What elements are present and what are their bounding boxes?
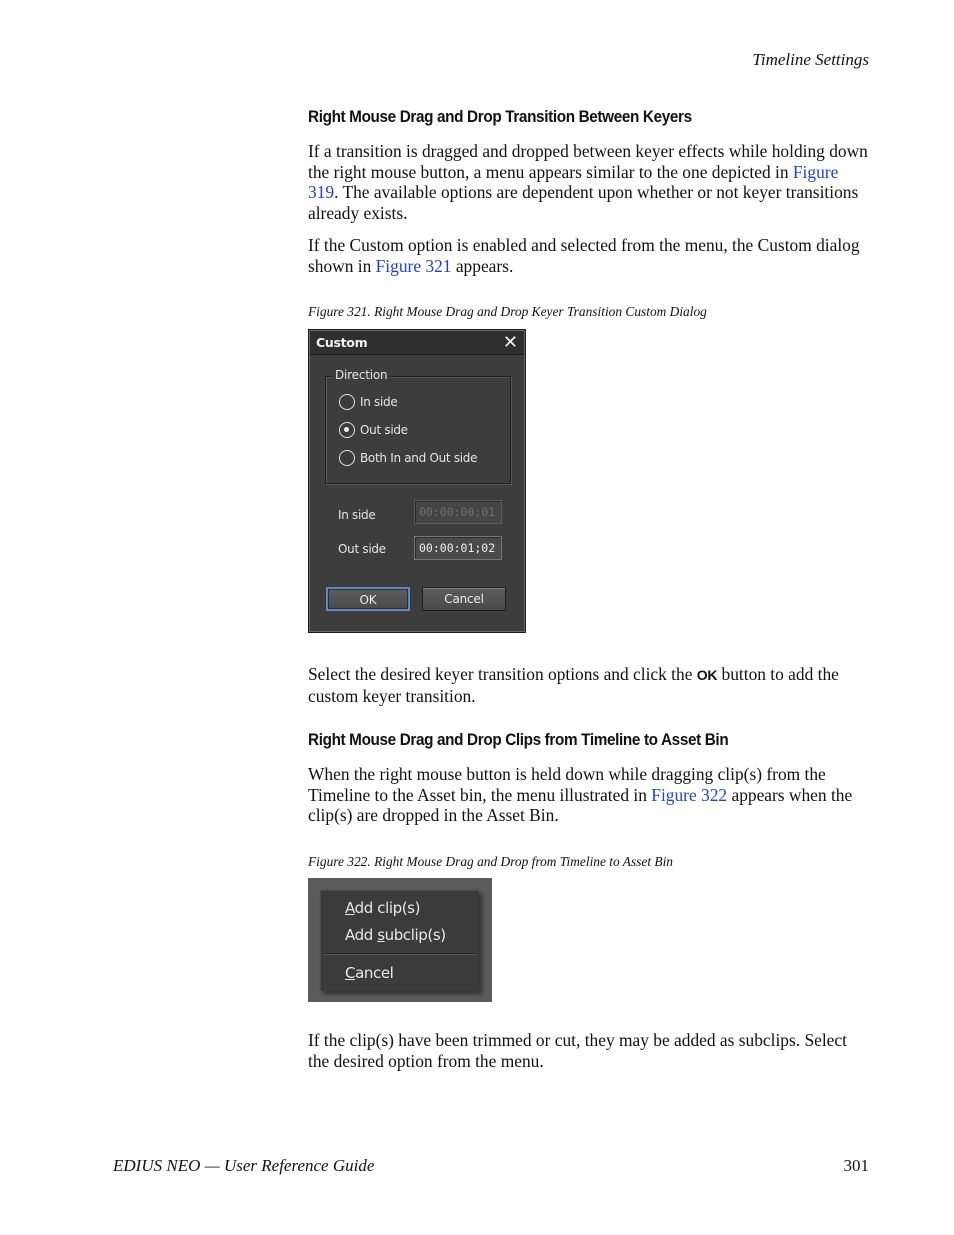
paragraph-asset-bin-intro bbox=[308, 764, 870, 826]
text: appears when the clip(s) are dropped in the Asset Bin. bbox=[308, 784, 853, 826]
menu-item-cancel[interactable] bbox=[345, 964, 393, 982]
menu-item-text: Add bbox=[345, 926, 378, 944]
text: If a transition is dragged and dropped between keyer effects while holding down the right mouse button, a menu appears similar to the one depicted in bbox=[308, 141, 868, 182]
radio-label: In side bbox=[360, 395, 398, 409]
section-heading-keyers: Right Mouse Drag and Drop Transition Between Keyers bbox=[308, 107, 692, 126]
radio-label: Out side bbox=[360, 423, 408, 437]
radio-button-selected-icon bbox=[339, 422, 355, 438]
text: button to add the custom keyer transition. bbox=[308, 664, 839, 706]
text: . The available options are dependent upon whether or not keyer transitions already exists. bbox=[308, 182, 859, 223]
accelerator-key: s bbox=[377, 926, 385, 944]
radio-both-sides[interactable] bbox=[339, 449, 477, 467]
accelerator-key: C bbox=[345, 964, 356, 982]
menu-item-add-clips[interactable] bbox=[345, 899, 420, 917]
accelerator-key: A bbox=[345, 899, 355, 917]
figure-321-caption: Figure 321. Right Mouse Drag and Drop Keyer Transition Custom Dialog bbox=[308, 304, 707, 319]
menu-item-text: dd clip(s) bbox=[354, 899, 421, 917]
menu-item-text: ubclip(s) bbox=[384, 926, 446, 944]
ok-button[interactable]: OK bbox=[326, 587, 410, 611]
text: Select the desired keyer transition options and click the bbox=[308, 664, 697, 684]
section-heading-asset-bin: Right Mouse Drag and Drop Clips from Timeline to Asset Bin bbox=[308, 730, 729, 749]
text: appears. bbox=[451, 255, 514, 276]
in-side-label: In side bbox=[338, 508, 376, 522]
radio-label: Both In and Out side bbox=[360, 451, 478, 465]
text: When the right mouse button is held down while dragging clip(s) from the Timeline to the Asset bin, the menu illustrated in bbox=[308, 764, 826, 805]
footer-guide-title: EDIUS NEO — User Reference Guide bbox=[113, 1156, 375, 1175]
text: If the Custom option is enabled and selected from the menu, the Custom dialog shown in bbox=[308, 235, 860, 276]
paragraph-custom-option bbox=[308, 235, 870, 276]
radio-in-side[interactable] bbox=[339, 393, 397, 411]
radio-button-icon bbox=[339, 450, 355, 466]
direction-group bbox=[325, 368, 511, 484]
direction-group-label: Direction bbox=[332, 368, 390, 382]
context-menu bbox=[320, 890, 479, 991]
menu-item-add-subclips[interactable] bbox=[345, 926, 446, 944]
figure-322-link[interactable]: Figure 322 bbox=[651, 784, 728, 805]
paragraph-keyers-intro bbox=[308, 141, 870, 223]
page-number: 301 bbox=[843, 1156, 869, 1175]
menu-separator bbox=[324, 953, 476, 955]
ok-keyword: OK bbox=[696, 667, 718, 683]
menu-item-text: ancel bbox=[355, 964, 394, 982]
close-icon[interactable]: ✕ bbox=[502, 332, 518, 353]
radio-button-icon bbox=[339, 394, 355, 410]
out-side-timecode-field[interactable]: 00:00:01;02 bbox=[414, 536, 502, 560]
figure-319-link[interactable]: Figure 319 bbox=[308, 161, 839, 203]
dialog-title-bar bbox=[310, 331, 524, 355]
radio-out-side[interactable] bbox=[339, 421, 408, 439]
running-head: Timeline Settings bbox=[752, 50, 869, 69]
paragraph-select-options bbox=[308, 664, 870, 706]
cancel-button[interactable]: Cancel bbox=[422, 587, 506, 611]
context-menu-screenshot bbox=[308, 878, 492, 1002]
paragraph-subclips: If the clip(s) have been trimmed or cut, they may be added as subclips. Select the desired option from the menu. bbox=[308, 1030, 847, 1071]
out-side-label: Out side bbox=[338, 542, 386, 556]
figure-322-caption: Figure 322. Right Mouse Drag and Drop from Timeline to Asset Bin bbox=[308, 854, 674, 869]
dialog-title: Custom bbox=[316, 335, 368, 350]
in-side-timecode-field[interactable]: 00:00:00;01 bbox=[414, 500, 502, 524]
figure-321-link[interactable]: Figure 321 bbox=[375, 255, 452, 276]
custom-dialog bbox=[308, 329, 526, 633]
